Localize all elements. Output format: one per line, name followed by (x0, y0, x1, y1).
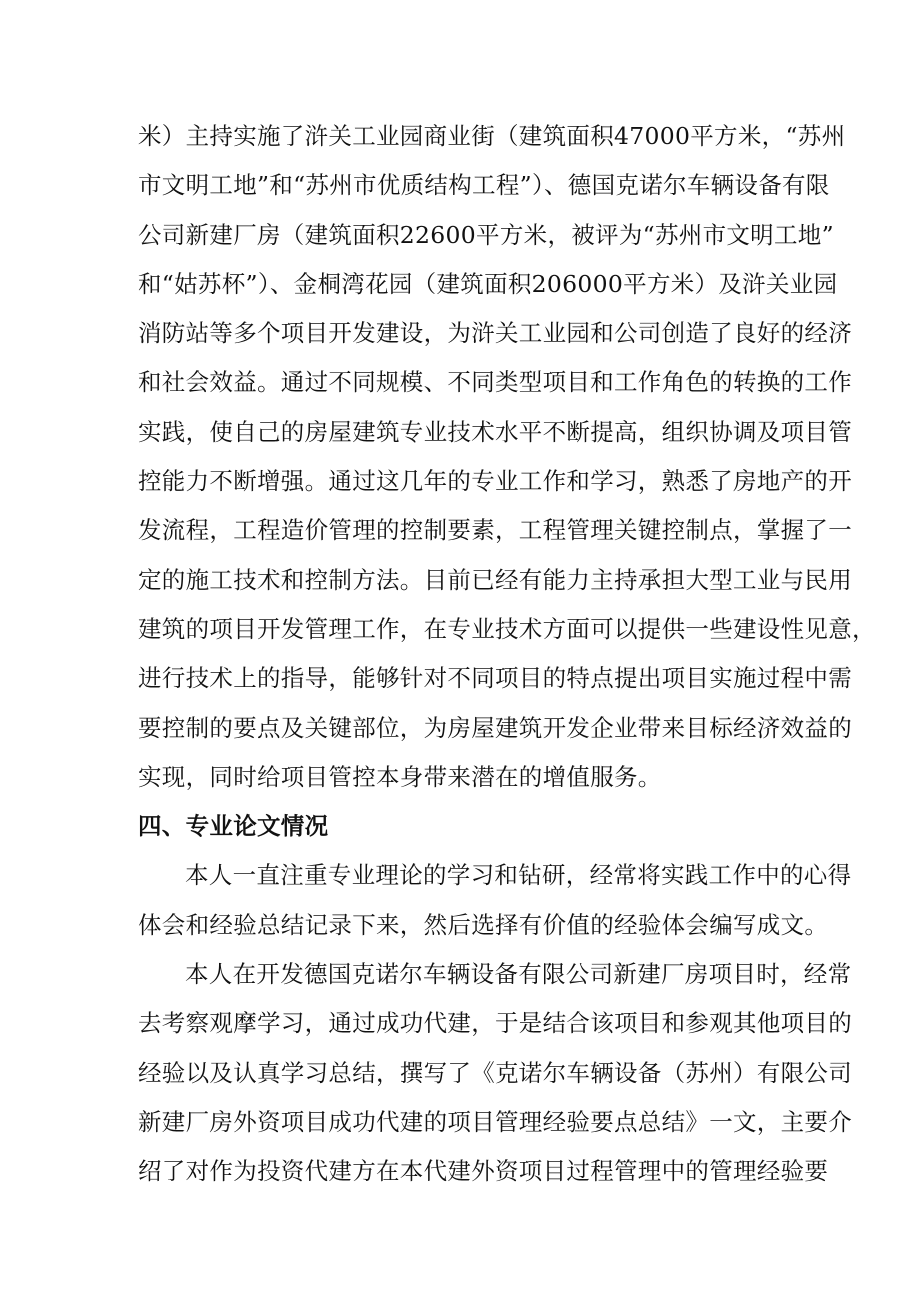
text-line: 消防站等多个项目开发建设，为浒关工业园和公司创造了良好的经济 (138, 319, 852, 348)
paragraph-study-habits (138, 851, 852, 950)
text-line: 市文明工地”和“苏州市优质结构工程”）、德国克诺尔车辆设备有限 (138, 171, 830, 200)
text-line: 体会和经验总结记录下来，然后选择有价值的经验体会编写成文。 (138, 910, 829, 939)
text-line: 新建厂房外资项目成功代建的项目管理经验要点总结》一文，主要介 (138, 1107, 852, 1136)
text-line: 公司新建厂房（建筑面积22600平方米，被评为“苏州市文明工地” (138, 220, 834, 249)
text-line: 实现，同时给项目管控本身带来潜在的增值服务。 (138, 762, 662, 791)
text-line: 实践，使自己的房屋建筑专业技术水平不断提高，组织协调及项目管 (138, 417, 852, 446)
text-line: 控能力不断增强。通过这几年的专业工作和学习，熟悉了房地产的开 (138, 467, 852, 496)
document-body (138, 112, 876, 1197)
text-line: 和“姑苏杯”）、金桐湾花园（建筑面积206000平方米）及浒关业园 (138, 269, 838, 298)
text-line: 本人在开发德国克诺尔车辆设备有限公司新建厂房项目时，经常 (185, 960, 852, 989)
paragraph-project-experience (138, 112, 876, 802)
text-line: 和社会效益。通过不同规模、不同类型项目和工作角色的转换的工作 (138, 368, 852, 397)
text-line: 米）主持实施了浒关工业园商业街（建筑面积47000平方米，“苏州 (138, 122, 846, 150)
text-line: 进行技术上的指导，能够针对不同项目的特点提出项目实施过程中需 (138, 664, 852, 693)
text-line: 绍了对作为投资代建方在本代建外资项目过程管理中的管理经验要 (138, 1157, 829, 1186)
text-line: 发流程，工程造价管理的控制要素，工程管理关键控制点，掌握了一 (138, 516, 852, 545)
text-line: 去考察观摩学习，通过成功代建，于是结合该项目和参观其他项目的 (138, 1009, 852, 1038)
text-line: 定的施工技术和控制方法。目前已经有能力主持承担大型工业与民用 (138, 565, 852, 594)
text-line: 建筑的项目开发管理工作，在专业技术方面可以提供一些建设性见意， (138, 614, 876, 643)
paragraph-paper-summary (138, 950, 852, 1196)
text-line: 本人一直注重专业理论的学习和钻研，经常将实践工作中的心得 (185, 861, 852, 890)
text-line: 要控制的要点及关键部位，为房屋建筑开发企业带来目标经济效益的 (138, 713, 852, 742)
section-heading: 四、专业论文情况 (138, 812, 329, 841)
text-line: 经验以及认真学习总结，撰写了《克诺尔车辆设备（苏州）有限公司 (138, 1058, 852, 1087)
